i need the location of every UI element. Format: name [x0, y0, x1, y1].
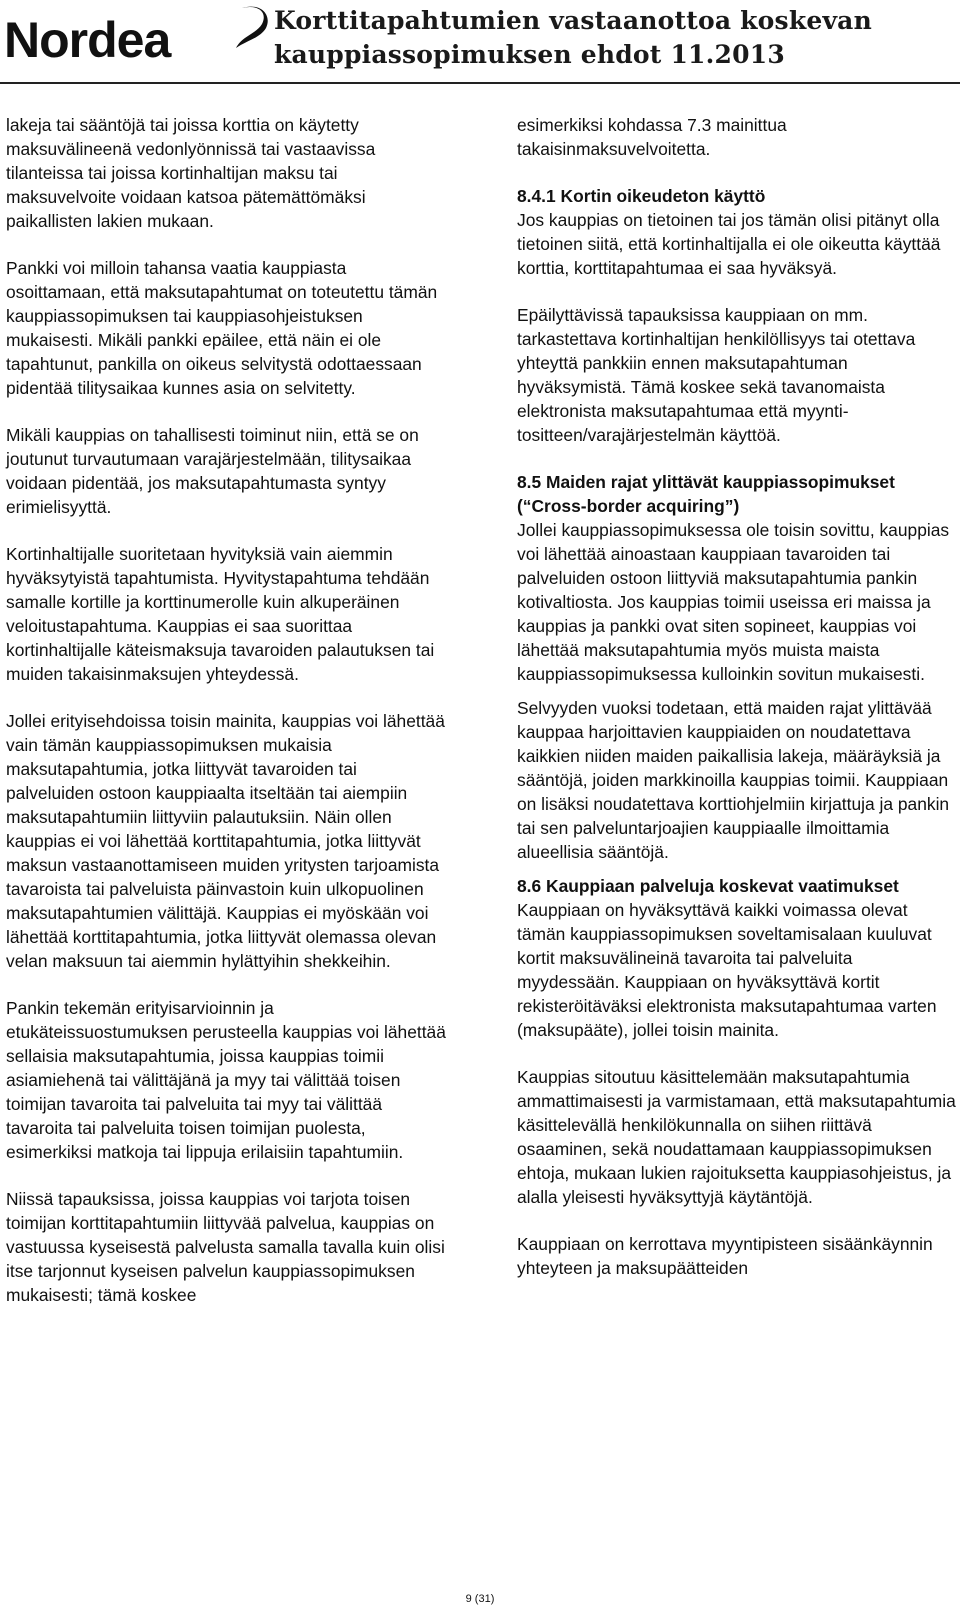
paragraph: Pankki voi milloin tahansa vaatia kauppiasta osoittamaan, että maksutapahtumat on toteutettu tämän kauppiassopimuksen tai kauppiasohjeistuksen mukaisesti. Mikäli pankki epäilee, että näin ei ole tapahtunut, pankilla on oikeus selvitystä odottaessaan pidentää tilitysaikaa kunnes asia on selvitetty. [6, 258, 438, 398]
paragraph-text: Jollei kauppiassopimuksessa ole toisin sovittu, kauppias voi lähettää ainoastaan kauppiaan tavaroiden tai palveluiden ostoon liittyviä maksutapahtumia pankin kotivaltiosta. Jos kauppias toimii useissa eri maissa ja kauppias ja pankki ovat siten sopineet, kauppias voi lähettää maksutapahtumia myös muista maista kauppiassopimuksessa kulloinkin sovitun mukaisesti. [517, 520, 950, 684]
section-heading: 8.5 Maiden rajat ylittävät kauppiassopimukset (“Cross-border acquiring”) [517, 472, 895, 516]
paragraph: Mikäli kauppias on tahallisesti toiminut niin, että se on joutunut turvautumaan varajärjestelmään, tilitysaikaa voidaan pidentää, jos maksutapahtumasta syntyy erimielisyyttä. [6, 425, 419, 517]
page-number: 9 (31) [465, 1593, 495, 1605]
header-divider [0, 82, 960, 84]
right-column [517, 113, 957, 1303]
page-header [0, 0, 960, 90]
paragraph: Kauppias sitoutuu käsittelemään maksutapahtumia ammattimaisesti ja varmistamaan, että maksutapahtumia käsittelevällä henkilökunnalla on siihen riittävä osaaminen, sekä noudattamaan kauppiassopimuksen ehtoja, mukaan lukien rajoituksetta kauppiasohjeistus, ja alalla yleisesti hyväksyttyjä käytäntöjä. [517, 1067, 956, 1207]
left-column [6, 113, 446, 1330]
paragraph-text: Jos kauppias on tietoinen tai jos tämän olisi pitänyt olla tietoinen siitä, että kortinhaltijalla ei ole oikeutta käyttää korttia, korttitapahtumaa ei saa hyväksyä. [517, 210, 941, 278]
nordea-logo [4, 2, 274, 73]
title-line-1: Korttitapahtumien vastaanottoa koskevan [274, 6, 872, 35]
paragraph: Kortinhaltijalle suoritetaan hyvityksiä vain aiemmin hyväksytyistä tapahtumista. Hyvitystapahtuma tehdään samalle kortille ja korttinumerolle kuin alkuperäinen veloitustapahtuma. Kauppias ei saa suorittaa kortinhaltijalle käteismaksuja tavaroiden palautuksen tai muiden takaisinmaksujen yhteydessä. [6, 544, 435, 684]
document-title [274, 4, 958, 72]
section-8-5 [517, 470, 957, 686]
paragraph: esimerkiksi kohdassa 7.3 mainittua takaisinmaksuvelvoitetta. [517, 115, 787, 159]
paragraph: Epäilyttävissä tapauksissa kauppiaan on mm. tarkastettava kortinhaltijan henkilöllisyys tai otettava yhteyttä pankkiin ennen maksutapahtuman hyväksymistä. Tämä koskee sekä tavanomaista elektronista maksutapahtumaa että myynti-tositteen/varajärjestelmän käyttöä. [517, 305, 916, 445]
paragraph: Niissä tapauksissa, joissa kauppias voi tarjota toisen toimijan korttitapahtumiin liittyvää palvelua, kauppias on vastuussa kyseisestä palvelusta samalla tavalla kuin olisi itse tarjonnut kyseisen palvelun kauppiassopimuksen mukaisesti; tämä koskee [6, 1189, 445, 1305]
section-heading: 8.6 Kauppiaan palveluja koskevat vaatimukset [517, 876, 899, 896]
paragraph: Jollei erityisehdoissa toisin mainita, kauppias voi lähettää vain tämän kauppiassopimuksen mukaisia maksutapahtumia, jotka liittyvät tavaroiden tai palveluiden ostoon kauppiaalta itseltään tai aiempiin maksutapahtumiin liittyviin palautuksiin. Näin ollen kauppias ei voi lähettää korttitapahtumia, jotka liittyvät maksun vastaanottamiseen muiden yritysten tarjoamista tavaroista tai palveluista päinvastoin kuin ulkopuolinen maksutapahtumien välittäjä. Kauppias ei myöskään voi lähettää korttitapahtumia, jotka liittyvät olemassa olevan velan maksuun tai aiemmin hylättyihin shekkeihin. [6, 711, 445, 971]
section-8-4-1 [517, 184, 957, 280]
paragraph-text: Kauppiaan on hyväksyttävä kaikki voimassa olevat tämän kauppiassopimuksen soveltamisalaan kuuluvat kortit maksuvälineinä tavaroita tai palveluita myydessään. Kauppiaan on hyväksyttävä kortit rekisteröitäväksi elektronista maksutapahtumaa varten (maksupääte), jollei toisin mainita. [517, 900, 937, 1040]
title-line-2: kauppiassopimuksen ehdot 11.2013 [274, 40, 785, 69]
paragraph: Kauppiaan on kerrottava myyntipisteen sisäänkäynnin yhteyteen ja maksupäätteiden [517, 1234, 933, 1278]
paragraph: Selvyyden vuoksi todetaan, että maiden rajat ylittävää kauppaa harjoittavien kauppiaiden on noudatettava kaikkien niiden maiden paikallisia lakeja, määräyksiä ja sääntöjä, joiden markkinoilla kauppias toimii. Kauppiaan on lisäksi noudatettava korttiohjelmiin kirjattuja ja pankin tai sen palveluntarjoajien kauppiaalle ilmoittamia alueellisia sääntöjä. [517, 698, 950, 862]
section-heading: 8.4.1 Kortin oikeudeton käyttö [517, 186, 766, 206]
paragraph: lakeja tai sääntöjä tai joissa korttia on käytetty maksuvälineenä vedonlyönnissä tai vastaavissa tilanteissa tai joissa kortinhaltijan maksu tai maksuvelvoite voidaan katsoa pätemättömäksi paikallisten lakien mukaan. [6, 115, 376, 231]
svg-text:Nordea: Nordea [4, 12, 171, 68]
nordea-logo-icon [4, 2, 274, 68]
paragraph: Pankin tekemän erityisarvioinnin ja etukäteissuostumuksen perusteella kauppias voi lähettää sellaisia maksutapahtumia, joissa kauppias toimii asiamiehenä tai välittäjänä ja myy tai välittää toisen toimijan tavaroita tai palveluita tai myy tai välittää tavaroita tai palveluita toisen toimijan puolesta, esimerkiksi matkoja tai lippuja erilaisiin tapahtumiin. [6, 998, 446, 1162]
section-8-6 [517, 874, 957, 1042]
